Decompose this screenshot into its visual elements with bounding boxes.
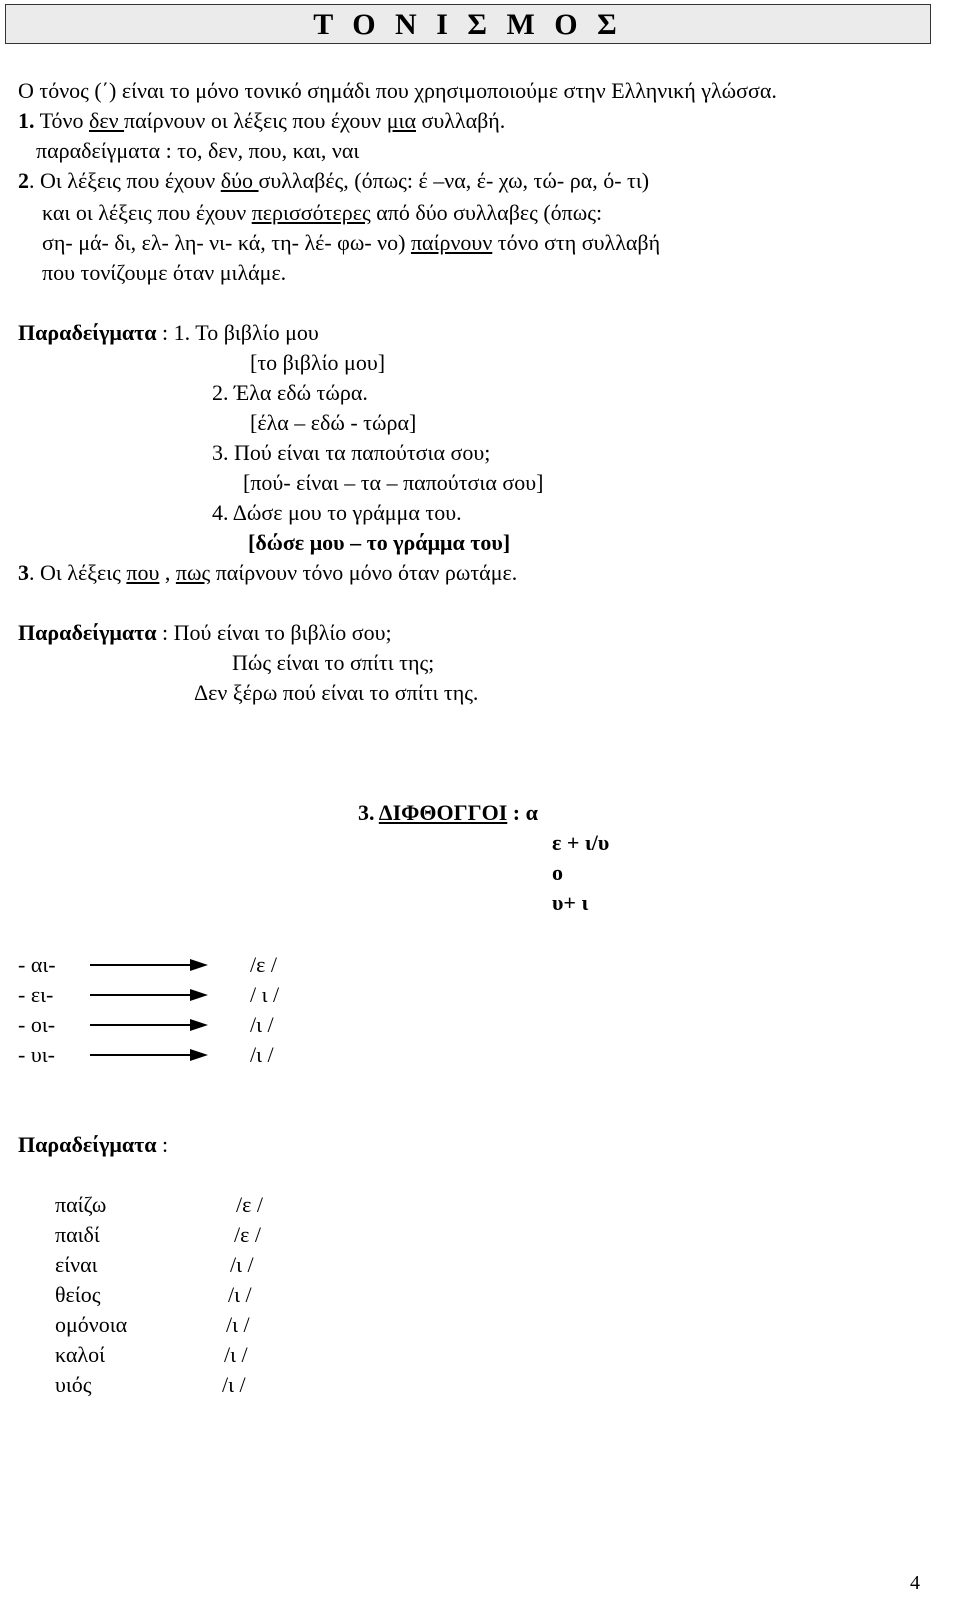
arrow-right-icon bbox=[88, 1015, 212, 1035]
examples-1-header bbox=[18, 318, 319, 348]
rule-1-text-c: συλλαβή. bbox=[415, 108, 506, 133]
mapping-right: / ι / bbox=[250, 982, 280, 1007]
example-word: καλοί bbox=[55, 1342, 106, 1367]
example-word: θείος bbox=[55, 1282, 101, 1307]
rule-2-text-a: . Οι λέξεις που έχουν bbox=[29, 168, 221, 193]
mapping-right: /ε / bbox=[250, 952, 277, 977]
rule-2-line-4: που τονίζουμε όταν μιλάμε. bbox=[42, 260, 287, 285]
rule-2-underline-dyo: δύο bbox=[220, 168, 259, 193]
page-number: 4 bbox=[910, 1572, 920, 1594]
rule-3-number: 3 bbox=[18, 560, 29, 585]
rule-1-text-a: Τόνο bbox=[34, 108, 89, 133]
arrow-right-icon bbox=[88, 985, 212, 1005]
rule-3-text-a: . Οι λέξεις bbox=[29, 560, 127, 585]
examples-2-sep: : bbox=[156, 620, 174, 645]
rule-1-underline-den: δεν bbox=[88, 108, 125, 133]
rule-2-l3-text-a: ση- μά- δι, ελ- λη- νι- κά, τη- λέ- φω- νο) bbox=[42, 230, 411, 255]
diphthong-line: ε + ι/υ bbox=[552, 830, 610, 855]
rule-2-line-3 bbox=[42, 228, 660, 258]
rule-2-text-b: συλλαβές, (όπως: έ –να, έ- χω, τώ- ρα, ό- τι) bbox=[258, 168, 650, 193]
arrow-right-icon bbox=[88, 955, 212, 975]
examples-3-header bbox=[18, 1130, 168, 1160]
rule-2-line-1 bbox=[18, 166, 649, 196]
rule-2-l2-text-b: από δύο συλλαβες (όπως: bbox=[370, 200, 603, 225]
page-title: Τ Ο Ν Ι Σ Μ Ο Σ bbox=[5, 4, 931, 44]
example-sentence: 4. Δώσε μου το γράμμα του. bbox=[212, 500, 462, 525]
examples-2-line: Πού είναι το βιβλίο σου; bbox=[173, 620, 392, 645]
examples-2-label: Παραδείγματα bbox=[18, 620, 157, 645]
rule-3-underline-pos: πως bbox=[175, 560, 211, 585]
diphthongs-title: ΔΙΦΘΟΓΓΟΙ bbox=[378, 800, 508, 825]
rule-3-text-c: παίρνουν τόνο μόνο όταν ρωτάμε. bbox=[210, 560, 518, 585]
mapping-right: /ι / bbox=[250, 1042, 274, 1067]
rule-2-number: 2 bbox=[18, 168, 29, 193]
example-word: παιδί bbox=[55, 1222, 100, 1247]
intro-text: Ο τόνος (΄) είναι το μόνο τονικό σημάδι που χρησιμοποιούμε στην Ελληνική γλώσσα. bbox=[18, 78, 777, 103]
example-word: ομόνοια bbox=[55, 1312, 128, 1337]
example-sentence: 2. Έλα εδώ τώρα. bbox=[212, 380, 368, 405]
diphthong-line: υ+ ι bbox=[552, 890, 589, 915]
rule-2-l3-text-b: τόνο στη συλλαβή bbox=[492, 230, 661, 255]
example-sound: /ι / bbox=[228, 1282, 252, 1307]
example-syllables: [το βιβλίο μου] bbox=[250, 350, 386, 375]
example-sound: /ι / bbox=[224, 1342, 248, 1367]
example-word: είναι bbox=[55, 1252, 98, 1277]
diphthong-line: ο bbox=[552, 860, 563, 885]
example-sound: /ι / bbox=[222, 1372, 246, 1397]
example-sound: /ε / bbox=[236, 1192, 263, 1217]
example-word: παίζω bbox=[55, 1192, 107, 1217]
example-syllables: [έλα – εδώ - τώρα] bbox=[250, 410, 417, 435]
rule-1 bbox=[18, 106, 505, 136]
examples-2-line: Πώς είναι το σπίτι της; bbox=[232, 650, 435, 675]
example-sentence: 3. Πού είναι τα παπούτσια σου; bbox=[212, 440, 491, 465]
examples-2-header bbox=[18, 618, 392, 648]
examples-1-label: Παραδείγματα bbox=[18, 320, 157, 345]
diphthongs-first: : α bbox=[507, 800, 538, 825]
rule-3-underline-pou: που bbox=[126, 560, 160, 585]
examples-3-label: Παραδείγματα bbox=[18, 1132, 157, 1157]
example-word: υιός bbox=[55, 1372, 92, 1397]
rule-1-examples: παραδείγματα : το, δεν, που, και, ναι bbox=[36, 138, 360, 163]
rule-1-text-b: παίρνουν οι λέξεις που έχουν bbox=[124, 108, 387, 133]
example-sound: /ε / bbox=[234, 1222, 261, 1247]
example-syllables: [πού- είναι – τα – παπούτσια σου] bbox=[243, 470, 544, 495]
example-sentence: 1. Το βιβλίο μου bbox=[173, 320, 319, 345]
examples-3-sep: : bbox=[156, 1132, 169, 1157]
rule-1-underline-mia: μια bbox=[386, 108, 416, 133]
rule-2-l2-text-a: και οι λέξεις που έχουν bbox=[42, 200, 252, 225]
arrow-right-icon bbox=[88, 1045, 212, 1065]
example-syllables: [δώσε μου – το γράμμα του] bbox=[248, 530, 511, 555]
example-sound: /ι / bbox=[230, 1252, 254, 1277]
rule-2-underline-pairnoun: παίρνουν bbox=[410, 230, 493, 255]
examples-2-line: Δεν ξέρω πού είναι το σπίτι της. bbox=[194, 680, 479, 705]
mapping-left: - ει- bbox=[18, 982, 54, 1007]
rule-2-underline-perissoteres: περισσότερες bbox=[251, 200, 371, 225]
mapping-left: - υι- bbox=[18, 1042, 55, 1067]
diphthongs-heading bbox=[358, 798, 538, 828]
diphthongs-number: 3. bbox=[358, 800, 379, 825]
mapping-left: - οι- bbox=[18, 1012, 56, 1037]
rule-2-line-2 bbox=[42, 198, 602, 228]
rule-3-text-b: , bbox=[159, 560, 176, 585]
rule-3 bbox=[18, 558, 517, 588]
mapping-left: - αι- bbox=[18, 952, 56, 977]
examples-1-sep: : bbox=[156, 320, 174, 345]
rule-1-number: 1. bbox=[18, 108, 35, 133]
example-sound: /ι / bbox=[226, 1312, 250, 1337]
mapping-right: /ι / bbox=[250, 1012, 274, 1037]
